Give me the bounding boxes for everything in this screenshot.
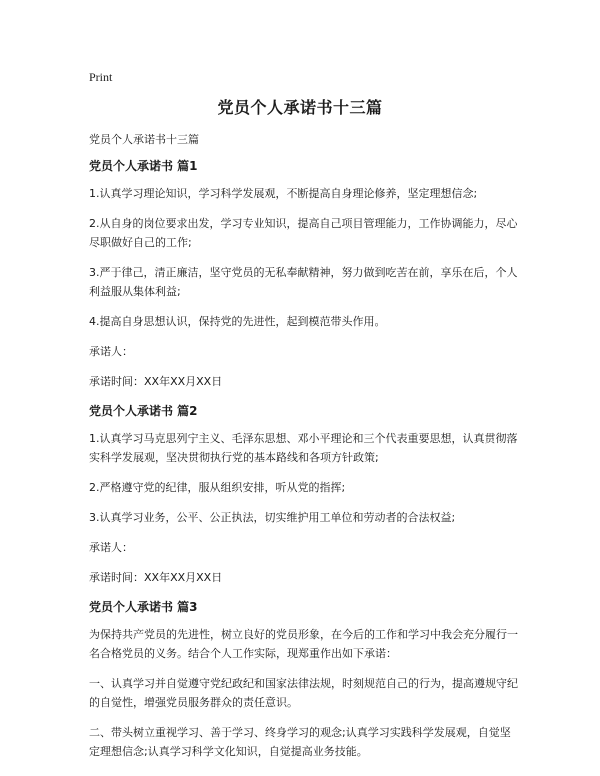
intro-text: 党员个人承诺书十三篇 — [89, 133, 199, 146]
paragraph: 一、认真学习并自觉遵守党纪政纪和国家法律法规，时刻规范自己的行为，提高遵规守纪的自觉性，增强党员服务群众的责任意识。 — [89, 677, 518, 709]
date-line: 承诺时间：XX年XX月XX日 — [89, 571, 223, 584]
paragraph: 3.认真学习业务，公平、公正执法，切实维护用工单位和劳动者的合法权益; — [89, 511, 456, 524]
section-1 — [89, 157, 521, 391]
document-body — [89, 130, 521, 772]
paragraph: 4.提高自身思想认识，保持党的先进性，起到模范带头作用。 — [89, 315, 386, 328]
paragraph: 2.严格遵守党的纪律，服从组织安排，听从党的指挥; — [89, 481, 346, 494]
paragraph: 2.从自身的岗位要求出发，学习专业知识，提高自己项目管理能力，工作协调能力，尽心尽职做好自己的工作; — [89, 217, 518, 249]
section-heading: 党员个人承诺书 篇2 — [89, 404, 198, 418]
paragraph: 1.认真学习理论知识，学习科学发展观，不断提高自身理论修养，坚定理想信念; — [89, 187, 478, 200]
signer-line: 承诺人： — [89, 345, 133, 358]
paragraph: 3.严于律己，清正廉洁，坚守党员的无私奉献精神，努力做到吃苦在前，享乐在后，个人利益服从集体利益; — [89, 266, 518, 298]
date-line: 承诺时间：XX年XX月XX日 — [89, 375, 223, 388]
print-label[interactable]: Print — [89, 70, 113, 84]
page-title: 党员个人承诺书十三篇 — [217, 98, 383, 117]
paragraph: 1.认真学习马克思列宁主义、毛泽东思想、邓小平理论和三个代表重要思想，认真贯彻落实科学发展观，坚决贯彻执行党的基本路线和各项方针政策; — [89, 432, 518, 464]
section-2 — [89, 402, 521, 587]
section-heading: 党员个人承诺书 篇1 — [89, 159, 198, 173]
paragraph: 为保持共产党员的先进性，树立良好的党员形象，在今后的工作和学习中我会充分履行一名合格党员的义务。结合个人工作实际，现郑重作出如下承诺： — [89, 628, 518, 660]
section-3 — [89, 598, 521, 761]
paragraph: 二、带头树立重视学习、善于学习、终身学习的观念;认真学习实践科学发展观，自觉坚定理想信念;认真学习科学文化知识，自觉提高业务技能。 — [89, 726, 511, 758]
section-heading: 党员个人承诺书 篇3 — [89, 600, 198, 614]
signer-line: 承诺人： — [89, 541, 133, 554]
